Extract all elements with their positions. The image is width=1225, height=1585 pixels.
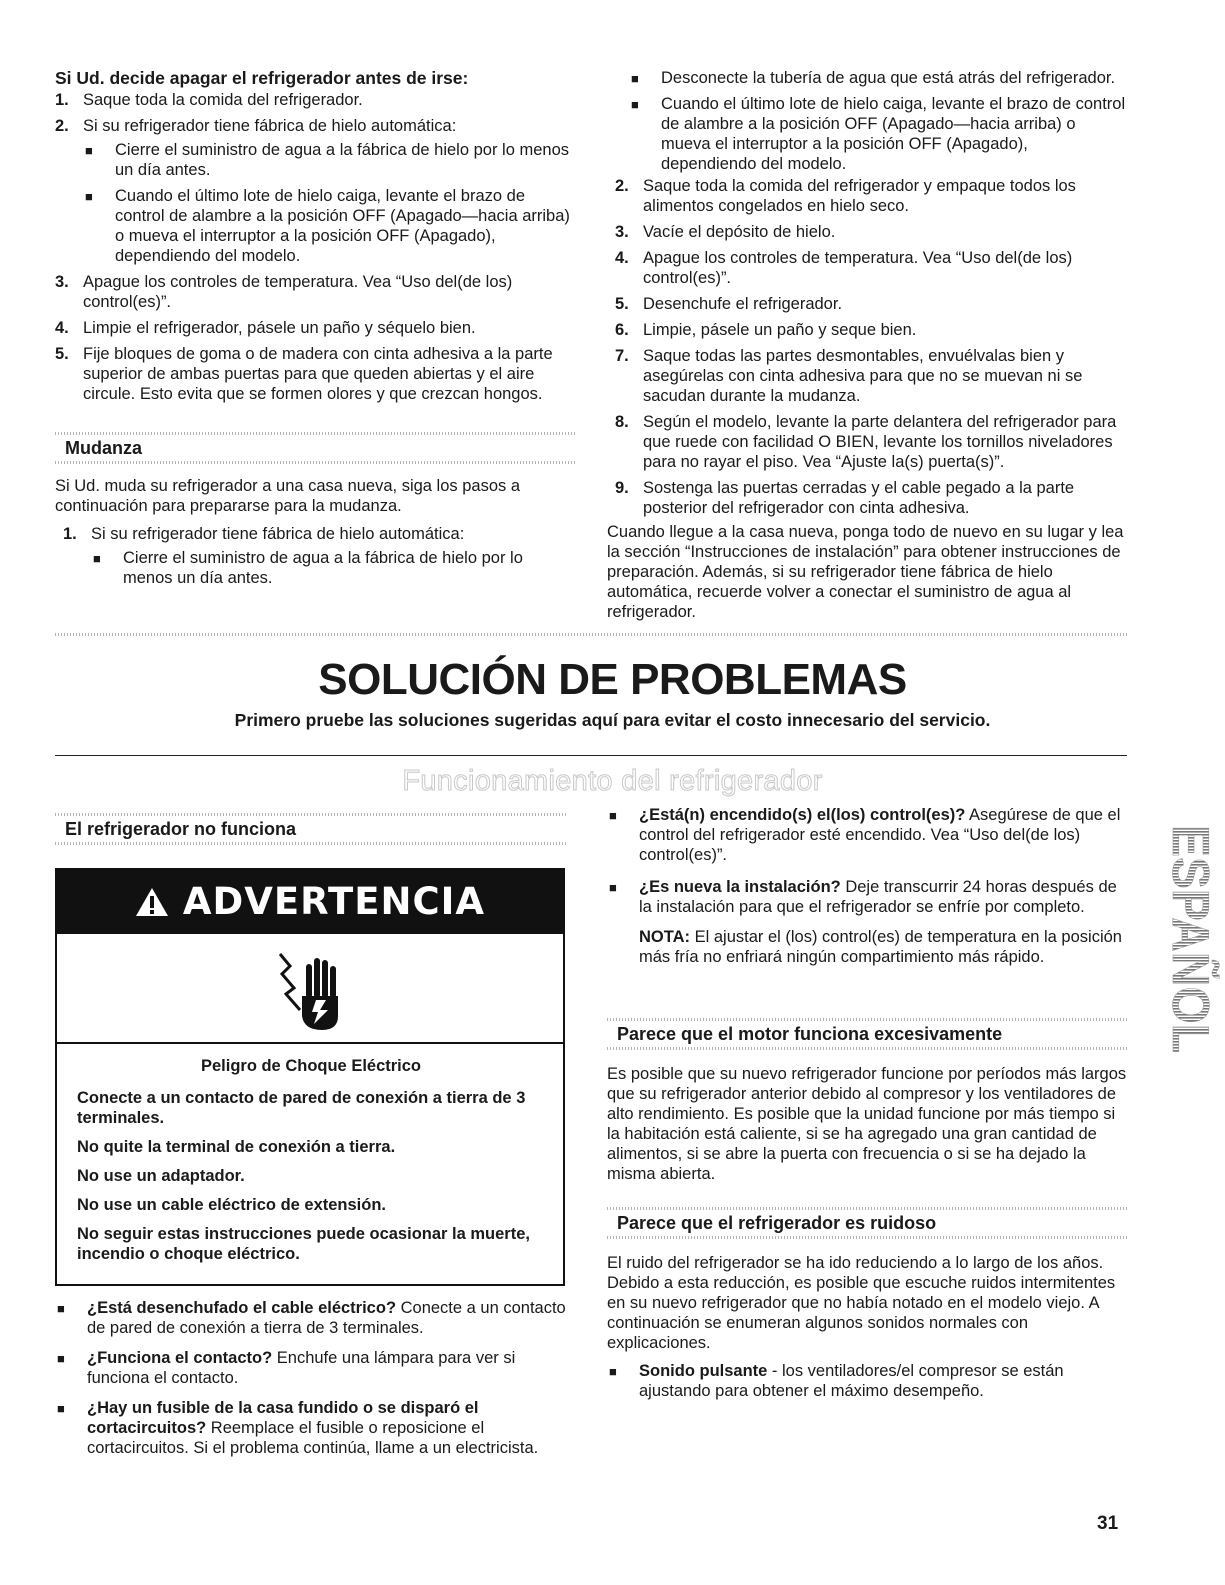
- warning-line: No quite la terminal de conexión a tierra.: [77, 1138, 396, 1156]
- warning-title: ADVERTENCIA: [182, 880, 485, 923]
- motor-heading: Parece que el motor funciona excesivamente: [617, 1024, 1003, 1044]
- divider: [55, 842, 567, 845]
- warning-line: No use un cable eléctrico de extensión.: [77, 1196, 387, 1214]
- section-heading: Si Ud. decide apagar el refrigerador antes de irse:: [55, 68, 469, 88]
- bullet-list: [607, 805, 1127, 967]
- mudanza-section: [55, 432, 575, 594]
- bullet-item: ■ ¿Hay un fusible de la casa fundido o se disparó el cortacircuitos? Reemplace el fusible o reposicione el cortacircuitos. Si el problema continúa, llame a un electricista.: [57, 1399, 539, 1457]
- noise-section: [607, 1207, 1127, 1407]
- step-item: 3. Vacíe el depósito de hielo.: [615, 223, 836, 241]
- warning-header: [57, 870, 563, 934]
- side-tab-label: ESPAÑOL: [1161, 825, 1219, 1073]
- step-item: 5. Fije bloques de goma o de madera con cinta adhesiva a la parte superior de ambas puertas para que queden abiertas y el aire circule. Esto evita que se formen olores y que crezcan hongos.: [55, 345, 553, 403]
- square-bullet-icon: ■: [57, 1301, 65, 1316]
- not-working-checks: [55, 1298, 575, 1464]
- page-subtitle: Primero pruebe las soluciones sugeridas aquí para evitar el costo innecesario del servicio.: [234, 710, 991, 730]
- bullet-item: ■ ¿Funciona el contacto? Enchufe una lámpara para ver si funciona el contacto.: [57, 1349, 516, 1387]
- mudanza-continued: [607, 68, 1127, 622]
- motor-section: [607, 1018, 1127, 1184]
- warning-caption: Peligro de Choque Eléctrico: [200, 1057, 422, 1075]
- step-item: 8. Según el modelo, levante la parte delantera del refrigerador para que ruede con facilidad O BIEN, levante los tornillos niveladores para no rayar el piso. Vea “Ajuste la(s) puerta(s)”.: [615, 413, 1117, 471]
- mudanza-steps: [615, 176, 1127, 518]
- square-bullet-icon: ■: [609, 880, 617, 895]
- divider: [607, 1047, 1127, 1050]
- mudanza-steps: [63, 524, 575, 588]
- bullet-item: ■ Cierre el suministro de agua a la fábrica de hielo por lo menos un día antes.: [85, 141, 569, 179]
- shock-icon-area: [57, 934, 563, 1044]
- bullet-item: ■ Cierre el suministro de agua a la fábrica de hielo por lo menos un día antes.: [93, 549, 523, 587]
- square-bullet-icon: ■: [631, 71, 639, 86]
- square-bullet-icon: ■: [93, 551, 101, 566]
- step-item: 4. Apague los controles de temperatura. Vea “Uso del(de los) control(es)”.: [615, 249, 1073, 287]
- mudanza-heading: Mudanza: [65, 438, 143, 458]
- language-side-tab: [1133, 815, 1219, 1073]
- step-item: 3. Apague los controles de temperatura. Vea “Uso del(de los) control(es)”.: [55, 273, 513, 311]
- square-bullet-icon: ■: [609, 1364, 617, 1379]
- bullet-item: ■ Sonido pulsante - los ventiladores/el compresor se están ajustando para obtener el máximo desempeño.: [609, 1362, 1064, 1400]
- page-number: 31: [1097, 1513, 1119, 1534]
- square-bullet-icon: ■: [85, 189, 93, 204]
- step-item: 9. Sostenga las puertas cerradas y el cable pegado a la parte posterior del refrigerador con cinta adhesiva.: [615, 479, 1075, 517]
- bullet-item: ■ Cuando el último lote de hielo caiga, levante el brazo de control de alambre a la posición OFF (Apagado—hacia arriba) o mueva el interruptor a la posición OFF (Apagado), dependiendo del modelo.: [631, 95, 1126, 173]
- step-item: 2. Saque toda la comida del refrigerador y empaque todos los alimentos congelados en hielo seco.: [615, 177, 1076, 215]
- square-bullet-icon: ■: [57, 1351, 65, 1366]
- electric-shock-hand-icon: [272, 944, 352, 1034]
- mudanza-closing: Cuando llegue a la casa nueva, ponga todo de nuevo en su lugar y lea la sección “Instrucciones de instalación” para obtener instrucciones de preparación. Además, si su refrigerador tiene fábrica de hielo automática, recuerde volver a conectar el suministro de agua al refrigerador.: [607, 523, 1124, 621]
- square-bullet-icon: ■: [609, 808, 617, 823]
- note: NOTA: El ajustar el (los) control(es) de temperatura en la posición más fría no enfriará ningún compartimiento más rápido.: [639, 928, 1122, 966]
- divider: [55, 461, 575, 464]
- bullet-list: [55, 1298, 575, 1458]
- motor-text: Es posible que su nuevo refrigerador funcione por períodos más largos que su refrigerador anterior debido al compresor y los ventiladores de alto rendimiento. Es posible que la unidad funcione por más tiempo si la habitación está caliente, si se ha agregado una gran cantidad de alimentos, si se abre la puerta con frecuencia o si se ha dejado la misma abierta.: [607, 1065, 1127, 1183]
- noise-text: El ruido del refrigerador se ha ido reduciendo a lo largo de los años. Debido a esta reducción, es posible que escuche ruidos intermitentes en su nuevo refrigerador que no había notado en el modelo viejo. A continuación se enumeran algunos sonidos normales con explicaciones.: [607, 1254, 1116, 1352]
- section-divider: [55, 633, 1127, 636]
- step-item: 7. Saque todas las partes desmontables, envuélvalas bien y asegúrelas con cinta adhesiva para que no se muevan ni se sacudan durante la mudanza.: [615, 347, 1083, 405]
- warning-line: No use un adaptador.: [77, 1167, 245, 1185]
- bullet-item: ■ ¿Es nueva la instalación? Deje transcurrir 24 horas después de la instalación para que el refrigerador se enfríe por completo. NOTA: El ajustar el (los) control(es) de temperatura en la posición más fría no enfriará ningún compartimiento más rápido.: [607, 877, 1127, 967]
- warning-triangle-icon: [135, 880, 183, 923]
- bullet-item: ■ ¿Está(n) encendido(s) el(los) control(es)? Asegúrese de que el control del refrigerador esté encendido. Vea “Uso del(de los) control(es)”.: [609, 806, 1121, 864]
- square-bullet-icon: ■: [85, 143, 93, 158]
- step-item: 4. Limpie el refrigerador, pásele un paño y séquelo bien.: [55, 319, 476, 337]
- warning-box: [55, 868, 565, 1286]
- bullet-item: ■ Cuando el último lote de hielo caiga, levante el brazo de control de alambre a la posición OFF (Apagado—hacia arriba) o mueva el interruptor a la posición OFF (Apagado), dependiendo del modelo.: [85, 187, 570, 265]
- step-item: 6. Limpie, pásele un paño y seque bien.: [615, 321, 917, 339]
- bullet-list: [629, 68, 1127, 174]
- step-item: 5. Desenchufe el refrigerador.: [615, 295, 843, 313]
- storage-section: [55, 68, 575, 410]
- bullet-item: ■ Desconecte la tubería de agua que está atrás del refrigerador.: [631, 69, 1116, 87]
- section-title: Funcionamiento del refrigerador: [402, 765, 823, 797]
- step-item: 1. Si su refrigerador tiene fábrica de hielo automática: ■ Cierre el suministro de agua a la fábrica de hielo por lo menos un día antes.: [63, 524, 575, 588]
- square-bullet-icon: ■: [57, 1401, 65, 1416]
- mudanza-intro: Si Ud. muda su refrigerador a una casa nueva, siga los pasos a continuación para prepararse para la mudanza.: [55, 477, 521, 515]
- warning-line: Conecte a un contacto de pared de conexión a tierra de 3 terminales.: [77, 1089, 526, 1127]
- not-working-heading-block: [55, 813, 567, 845]
- page-title: SOLUCIÓN DE PROBLEMAS: [318, 655, 907, 704]
- square-bullet-icon: ■: [631, 97, 639, 112]
- step-item: 1. Saque toda la comida del refrigerador.: [55, 91, 363, 109]
- bullet-item: ■ ¿Está desenchufado el cable eléctrico? Conecte a un contacto de pared de conexión a tierra de 3 terminales.: [57, 1299, 566, 1337]
- not-working-heading: El refrigerador no funciona: [65, 819, 297, 839]
- divider: [607, 1236, 1127, 1239]
- noise-heading: Parece que el refrigerador es ruidoso: [617, 1213, 937, 1233]
- controls-checks: [607, 805, 1127, 973]
- title-rule: [55, 755, 1127, 756]
- bullet-list: [607, 1361, 1127, 1401]
- warning-body: [57, 1044, 563, 1264]
- step-item: 2. Si su refrigerador tiene fábrica de hielo automática: ■ Cierre el suministro de agua a la fábrica de hielo por lo menos un día antes. ■ Cuando el último lote de hielo caiga, levante el brazo de control de alambre a la posición OFF (Apagado—hacia arriba) o mueva el interruptor a la posición OFF (Apagado), dependiendo del modelo.: [55, 116, 575, 266]
- storage-steps: [55, 90, 575, 404]
- warning-line: No seguir estas instrucciones puede ocasionar la muerte, incendio o choque eléctrico.: [77, 1225, 530, 1263]
